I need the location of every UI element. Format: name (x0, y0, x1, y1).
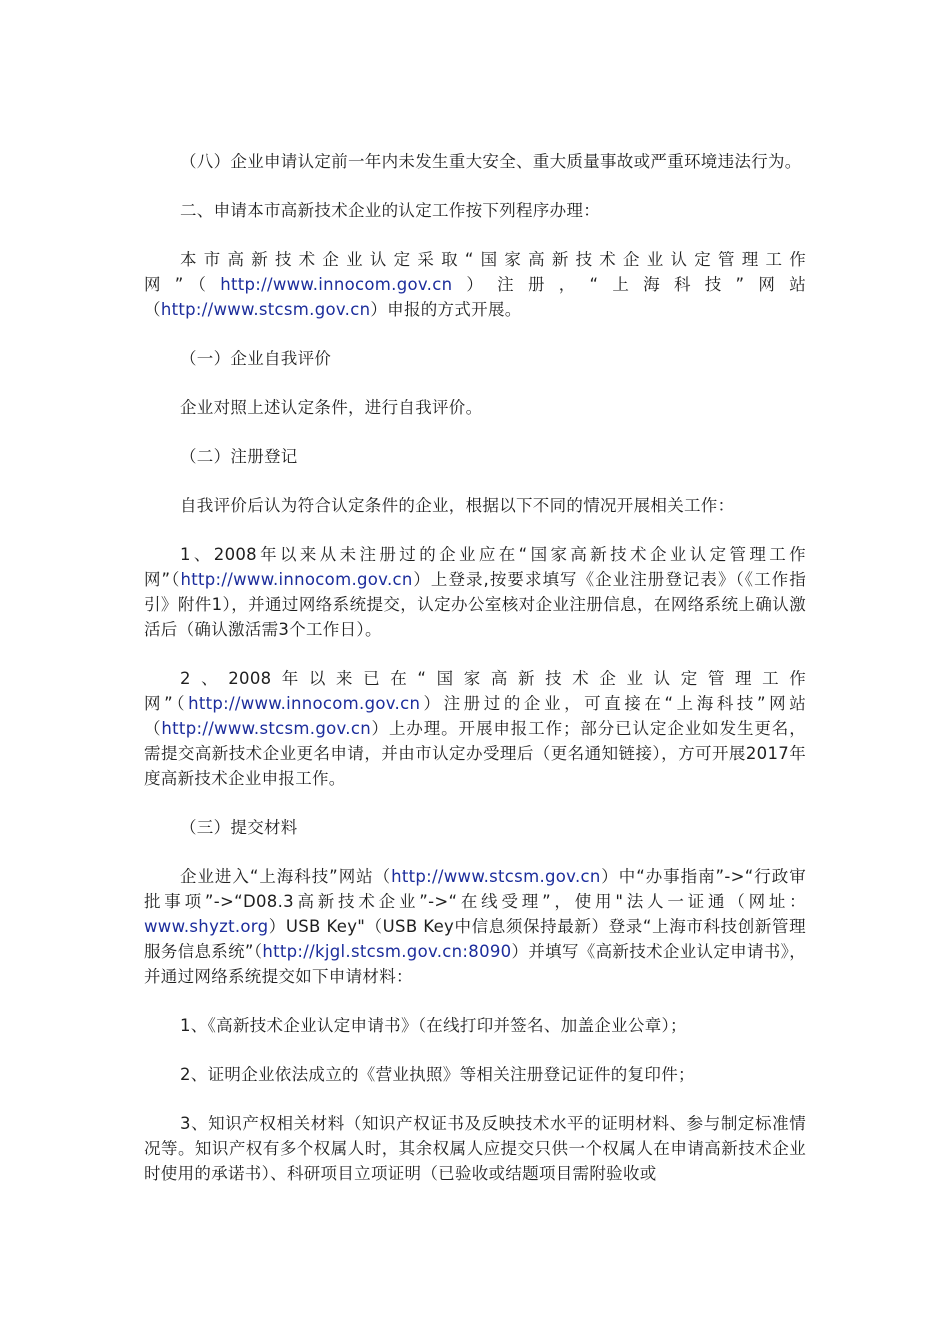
text-segment: 企业进入“上海科技”网站（ (180, 867, 392, 886)
text-segment: 1、2008年以来从未注册过的企业应在“国家高新技术企业认定管理工作网”（ (144, 545, 806, 589)
heading-procedure: 二、申请本市高新技术企业的认定工作按下列程序办理： (180, 201, 600, 220)
paragraph-self-evaluation: 企业对照上述认定条件，进行自我评价。 (180, 398, 483, 417)
link-kjgl[interactable]: http://kjgl.stcsm.gov.cn:8090 (262, 942, 512, 961)
text-segment: ）USB Key"（USB Key中信息须保持最新）登录“上海市科技创新管理服务信息系统”（ (144, 917, 806, 961)
heading-self-evaluation: （一）企业自我评价 (180, 349, 332, 368)
link-stcsm[interactable]: http://www.stcsm.gov.cn (391, 867, 601, 886)
link-innocom[interactable]: http://www.innocom.gov.cn (180, 570, 413, 589)
heading-registration: （二）注册登记 (180, 447, 298, 466)
text-segment: ）上登录,按要求填写《企业注册登记表》（《工作指引》附件1），并通过网络系统提交，认定办公室核对企业注册信息，在网络系统上确认激活后（确认激活需3个工作日）。 (144, 570, 807, 639)
text-segment: ）申报的方式开展。 (370, 300, 522, 319)
text-segment: 2、2008年以来已在“国家高新技术企业认定管理工作网”（ (144, 669, 806, 713)
link-shyzt[interactable]: www.shyzt.org (144, 917, 269, 936)
paragraph-material-1: 1、《高新技术企业认定申请书》（在线打印并签名、加盖企业公章）； (180, 1016, 687, 1035)
text-segment: ）并填写《高新技术企业认定申请书》，并通过网络系统提交如下申请材料： (144, 942, 806, 986)
paragraph-registration-intro: 自我评价后认为符合认定条件的企业，根据以下不同的情况开展相关工作： (180, 496, 735, 515)
paragraph-submission-process (144, 864, 806, 989)
text-segment: 本市高新技术企业认定采取“国家高新技术企业认定管理工作网”（ (144, 250, 806, 294)
paragraph-item-2-registered (144, 666, 806, 791)
paragraph-material-3: 3、知识产权相关材料（知识产权证书及反映技术水平的证明材料、参与制定标准情况等。知识产权有多个权属人时，其余权属人应提交只供一个权属人在申请高新技术企业时使用的承诺书）、科研项目立项证明（已验收或结题项目需附验收或 (144, 1114, 806, 1183)
paragraph-item-1-unregistered (144, 542, 806, 642)
paragraph-condition-8: （八）企业申请认定前一年内未发生重大安全、重大质量事故或严重环境违法行为。 (180, 152, 802, 171)
paragraph-registration-method (144, 247, 806, 322)
heading-submit-materials: （三）提交材料 (180, 818, 298, 837)
link-innocom[interactable]: http://www.innocom.gov.cn (188, 694, 421, 713)
document-body (144, 149, 806, 1210)
link-innocom[interactable]: http://www.innocom.gov.cn (220, 275, 453, 294)
link-stcsm[interactable]: http://www.stcsm.gov.cn (160, 300, 371, 319)
text-segment: ）上办理。开展申报工作；部分已认定企业如发生更名，需提交高新技术企业更名申请，并由市认定办受理后（更名通知链接），方可开展2017年度高新技术企业申报工作。 (144, 719, 806, 788)
text-segment: ）注册过的企业，可直接在“上海科技”网站（ (144, 694, 806, 738)
paragraph-material-2: 2、证明企业依法成立的《营业执照》等相关注册登记证件的复印件； (180, 1065, 695, 1084)
link-stcsm[interactable]: http://www.stcsm.gov.cn (161, 719, 371, 738)
text-segment: ）中“办事指南”->“行政审批事项”->“D08.3高新技术企业”->“在线受理”，使用"法人一证通（网址： (144, 867, 807, 911)
text-segment: ）注册，“上海科技”网站（ (144, 275, 806, 319)
